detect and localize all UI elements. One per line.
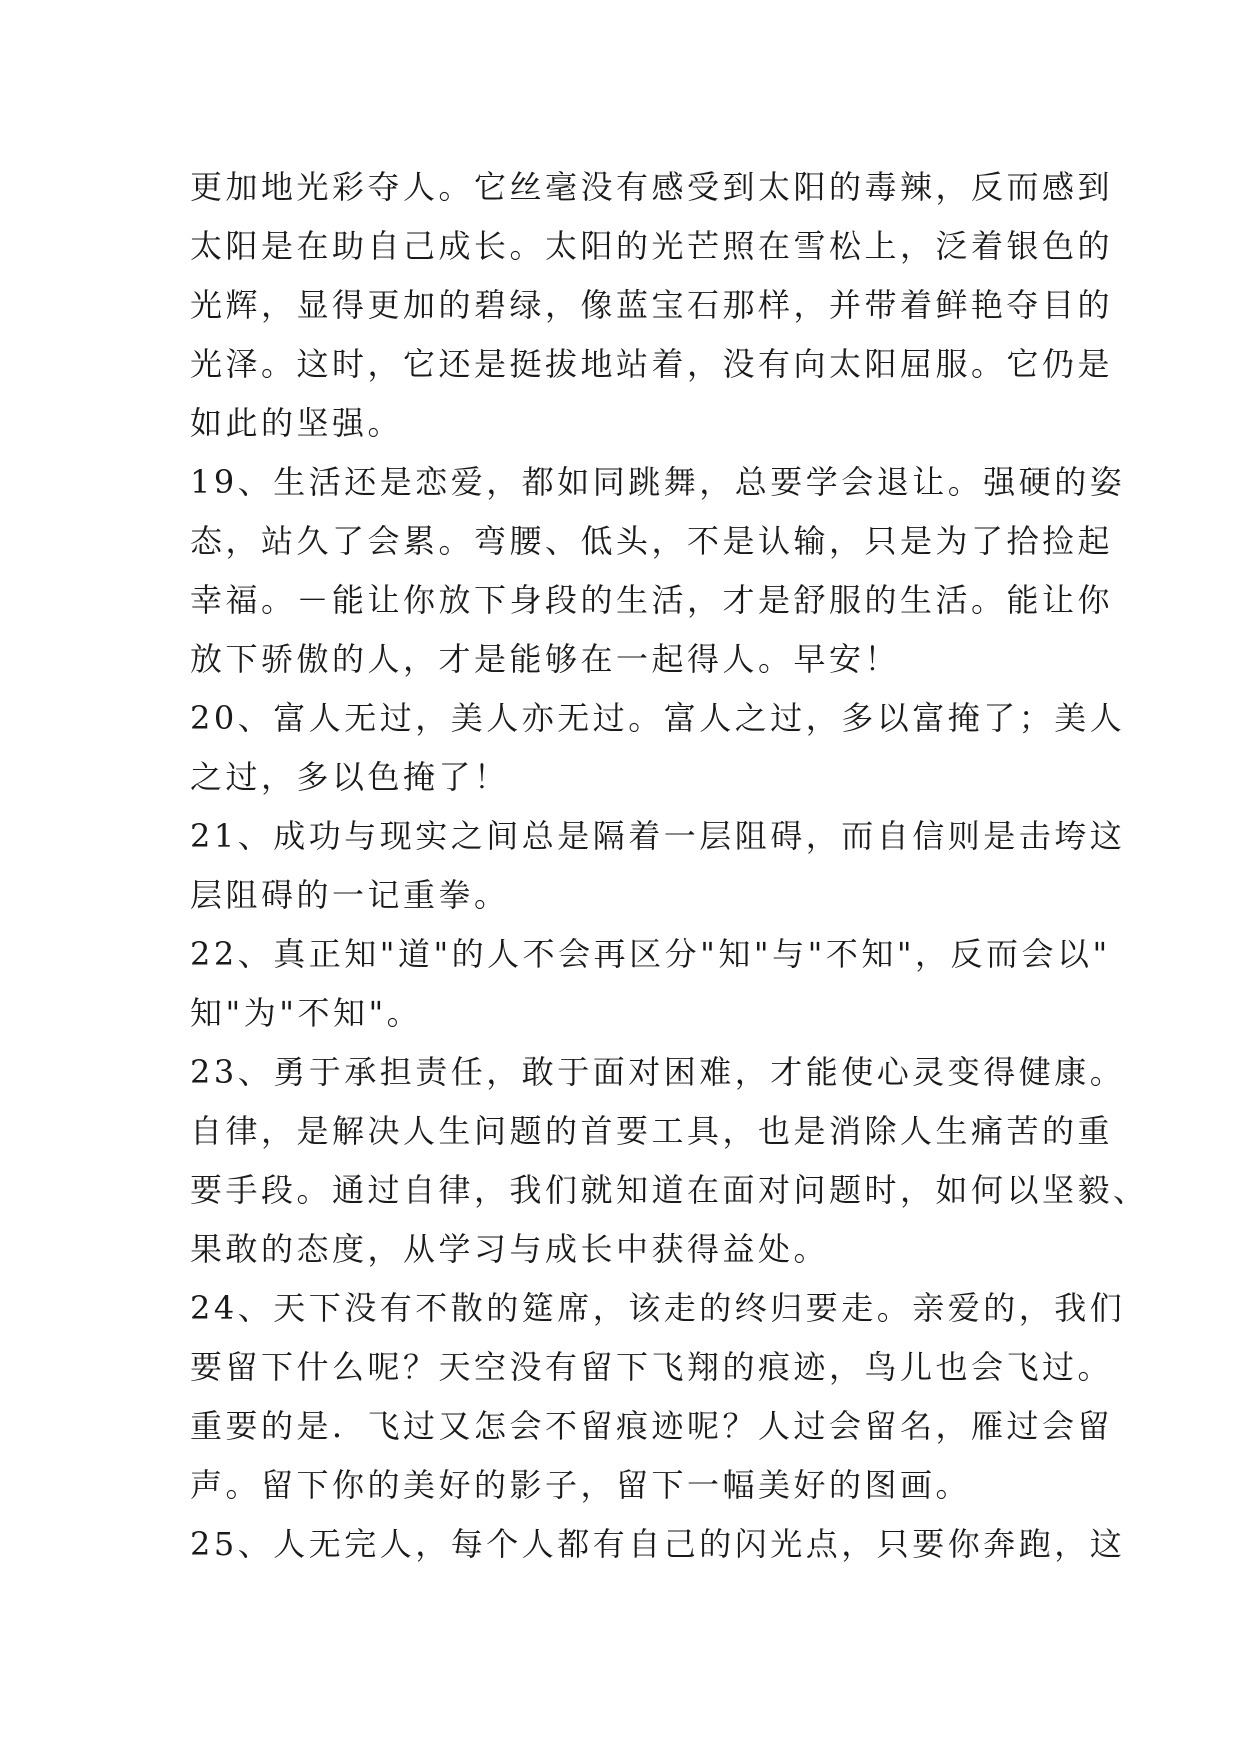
text-line: 23、勇于承担责任，敢于面对困难，才能使心灵变得健康。: [190, 1053, 1126, 1091]
text-line: 知"为"不知"。: [190, 994, 423, 1032]
text-line: 24、天下没有不散的筵席，该走的终归要走。亲爱的，我们: [190, 1289, 1126, 1327]
text-line: 19、生活还是恋爱，都如同跳舞，总要学会退让。强硬的姿: [190, 463, 1126, 501]
text-line: 要手段。通过自律，我们就知道在面对问题时，如何以坚毅、: [190, 1171, 1149, 1209]
text-line: 重要的是．飞过又怎会不留痕迹呢？人过会留名，雁过会留: [190, 1407, 1114, 1445]
text-line: 更加地光彩夺人。它丝毫没有感受到太阳的毒辣，反而感到: [190, 168, 1114, 206]
text-line: 光泽。这时，它还是挺拔地站着，没有向太阳屈服。它仍是: [190, 345, 1114, 383]
text-line: 太阳是在助自己成长。太阳的光芒照在雪松上，泛着银色的: [190, 227, 1114, 265]
text-line: 25、人无完人，每个人都有自己的闪光点，只要你奔跑，这: [190, 1525, 1126, 1563]
text-line: 果敢的态度，从学习与成长中获得益处。: [190, 1230, 830, 1268]
text-line: 20、富人无过，美人亦无过。富人之过，多以富掩了；美人: [190, 699, 1126, 737]
text-line: 之过，多以色掩了！: [190, 758, 510, 796]
text-line: 层阻碍的一记重拳。: [190, 876, 510, 914]
text-line: 22、真正知"道"的人不会再区分"知"与"不知"，反而会以": [190, 935, 1111, 973]
text-line: 声。留下你的美好的影子，留下一幅美好的图画。: [190, 1466, 972, 1504]
text-line: 光辉，显得更加的碧绿，像蓝宝石那样，并带着鲜艳夺目的: [190, 286, 1114, 324]
text-line: 21、成功与现实之间总是隔着一层阻碍，而自信则是击垮这: [190, 817, 1126, 855]
text-line: 如此的坚强。: [190, 404, 404, 442]
text-line: 态，站久了会累。弯腰、低头，不是认输，只是为了拾捡起: [190, 522, 1114, 560]
body-text: [190, 158, 1149, 1574]
text-line: 放下骄傲的人，才是能够在一起得人。早安！: [190, 640, 901, 678]
text-line: 幸福。－能让你放下身段的生活，才是舒服的生活。能让你: [190, 581, 1114, 619]
text-line: 要留下什么呢？天空没有留下飞翔的痕迹，鸟儿也会飞过。: [190, 1348, 1114, 1386]
text-line: 自律，是解决人生问题的首要工具，也是消除人生痛苦的重: [190, 1112, 1114, 1150]
